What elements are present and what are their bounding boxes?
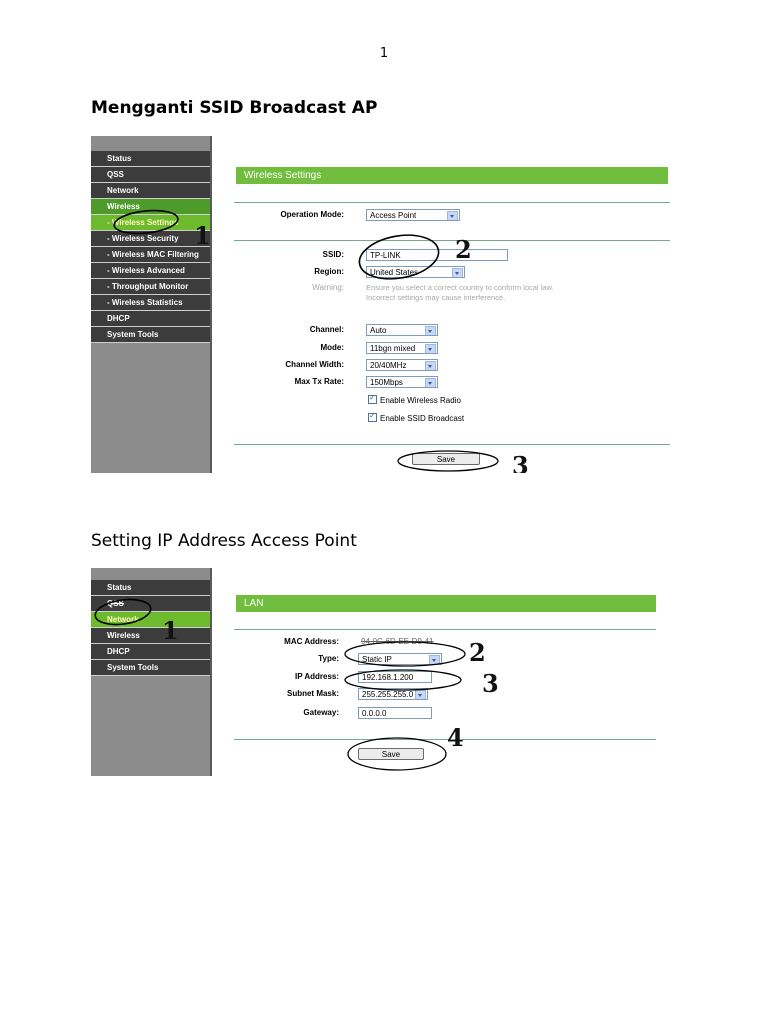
annotation-number-2: 2 bbox=[469, 638, 486, 667]
menu-system-tools[interactable]: System Tools bbox=[91, 660, 210, 676]
screenshot-wireless-settings bbox=[91, 136, 678, 473]
chevron-down-icon bbox=[415, 690, 426, 700]
divider bbox=[234, 739, 656, 740]
enable-ssid-broadcast-checkbox[interactable]: ✓Enable SSID Broadcast bbox=[368, 413, 464, 425]
divider bbox=[234, 444, 670, 445]
menu-wireless-mac-filtering[interactable]: - Wireless MAC Filtering bbox=[91, 247, 210, 263]
save-button[interactable]: Save bbox=[412, 453, 480, 465]
chevron-down-icon bbox=[425, 378, 436, 388]
menu-network[interactable]: Network bbox=[91, 612, 210, 628]
menu-wireless[interactable]: Wireless bbox=[91, 628, 210, 644]
operation-mode-label: Operation Mode: bbox=[280, 210, 344, 219]
max-tx-rate-label: Max Tx Rate: bbox=[294, 377, 344, 386]
divider bbox=[234, 202, 670, 203]
annotation-number-1: 1 bbox=[194, 221, 211, 250]
menu-qss[interactable]: QSS bbox=[91, 167, 210, 183]
divider bbox=[234, 240, 670, 241]
gateway-label: Gateway: bbox=[303, 708, 339, 717]
menu-status[interactable]: Status bbox=[91, 151, 210, 167]
warning-label: Warning: bbox=[312, 283, 344, 292]
channel-width-label: Channel Width: bbox=[285, 360, 344, 369]
ip-address-label: IP Address: bbox=[294, 672, 339, 681]
menu-qss[interactable]: QSS bbox=[91, 596, 210, 612]
content-panel bbox=[212, 136, 678, 473]
menu-wireless-settings[interactable]: - Wireless Settings bbox=[91, 215, 210, 231]
menu-wireless-statistics[interactable]: - Wireless Statistics bbox=[91, 295, 210, 311]
channel-width-select[interactable]: 20/40MHz bbox=[366, 359, 438, 371]
sidebar-menu bbox=[91, 136, 212, 473]
menu-wireless[interactable]: Wireless bbox=[91, 199, 210, 215]
gateway-input[interactable]: 0.0.0.0 bbox=[358, 707, 432, 719]
operation-mode-select[interactable]: Access Point bbox=[366, 209, 460, 221]
menu-wireless-security[interactable]: - Wireless Security bbox=[91, 231, 210, 247]
chevron-down-icon bbox=[425, 344, 436, 354]
region-select[interactable]: United States bbox=[366, 266, 465, 278]
chevron-down-icon bbox=[425, 326, 436, 336]
annotation-number-1: 1 bbox=[162, 616, 179, 645]
annotation-number-3: 3 bbox=[512, 451, 529, 473]
menu-system-tools[interactable]: System Tools bbox=[91, 327, 210, 343]
menu-throughput-monitor[interactable]: - Throughput Monitor bbox=[91, 279, 210, 295]
ssid-label: SSID: bbox=[322, 250, 344, 259]
menu-wireless-advanced[interactable]: - Wireless Advanced bbox=[91, 263, 210, 279]
mode-label: Mode: bbox=[320, 343, 344, 352]
chevron-down-icon bbox=[425, 361, 436, 371]
type-select[interactable]: Static IP bbox=[358, 653, 442, 665]
checkbox-checked-icon bbox=[368, 413, 377, 422]
panel-title: Wireless Settings bbox=[236, 167, 668, 184]
annotation-number-3: 3 bbox=[482, 669, 499, 698]
divider bbox=[234, 629, 656, 630]
region-label: Region: bbox=[314, 267, 344, 276]
subnet-mask-label: Subnet Mask: bbox=[286, 689, 339, 698]
section-heading-ip: Setting IP Address Access Point bbox=[91, 531, 357, 551]
page-number: 1 bbox=[379, 46, 389, 61]
checkbox-checked-icon bbox=[368, 395, 377, 404]
channel-label: Channel: bbox=[309, 325, 344, 334]
annotation-number-2: 2 bbox=[455, 235, 472, 264]
mac-address-label: MAC Address: bbox=[284, 637, 339, 646]
screenshot-lan-settings bbox=[91, 568, 678, 776]
warning-text-1: Ensure you select a correct country to conform local law. bbox=[366, 283, 554, 292]
chevron-down-icon bbox=[452, 268, 463, 278]
warning-text-2: Incorrect settings may cause interference. bbox=[366, 293, 506, 302]
ssid-input[interactable]: TP-LINK bbox=[366, 249, 508, 261]
ip-address-input[interactable]: 192.168.1.200 bbox=[358, 671, 432, 683]
chevron-down-icon bbox=[447, 211, 458, 221]
annotation-number-4: 4 bbox=[447, 723, 464, 752]
sidebar-menu bbox=[91, 568, 212, 776]
enable-wireless-radio-checkbox[interactable]: ✓Enable Wireless Radio bbox=[368, 395, 461, 407]
content-panel bbox=[212, 568, 678, 776]
chevron-down-icon bbox=[429, 655, 440, 665]
type-label: Type: bbox=[318, 654, 339, 663]
menu-dhcp[interactable]: DHCP bbox=[91, 644, 210, 660]
subnet-mask-select[interactable]: 255.255.255.0 bbox=[358, 688, 428, 700]
section-heading-ssid: Mengganti SSID Broadcast AP bbox=[91, 98, 378, 118]
save-button[interactable]: Save bbox=[358, 748, 424, 760]
max-tx-rate-select[interactable]: 150Mbps bbox=[366, 376, 438, 388]
channel-select[interactable]: Auto bbox=[366, 324, 438, 336]
mac-address-value: 94-0C-6D-EE-D9-41 bbox=[358, 636, 438, 648]
menu-dhcp[interactable]: DHCP bbox=[91, 311, 210, 327]
menu-network[interactable]: Network bbox=[91, 183, 210, 199]
mode-select[interactable]: 11bgn mixed bbox=[366, 342, 438, 354]
panel-title: LAN bbox=[236, 595, 656, 612]
menu-status[interactable]: Status bbox=[91, 580, 210, 596]
